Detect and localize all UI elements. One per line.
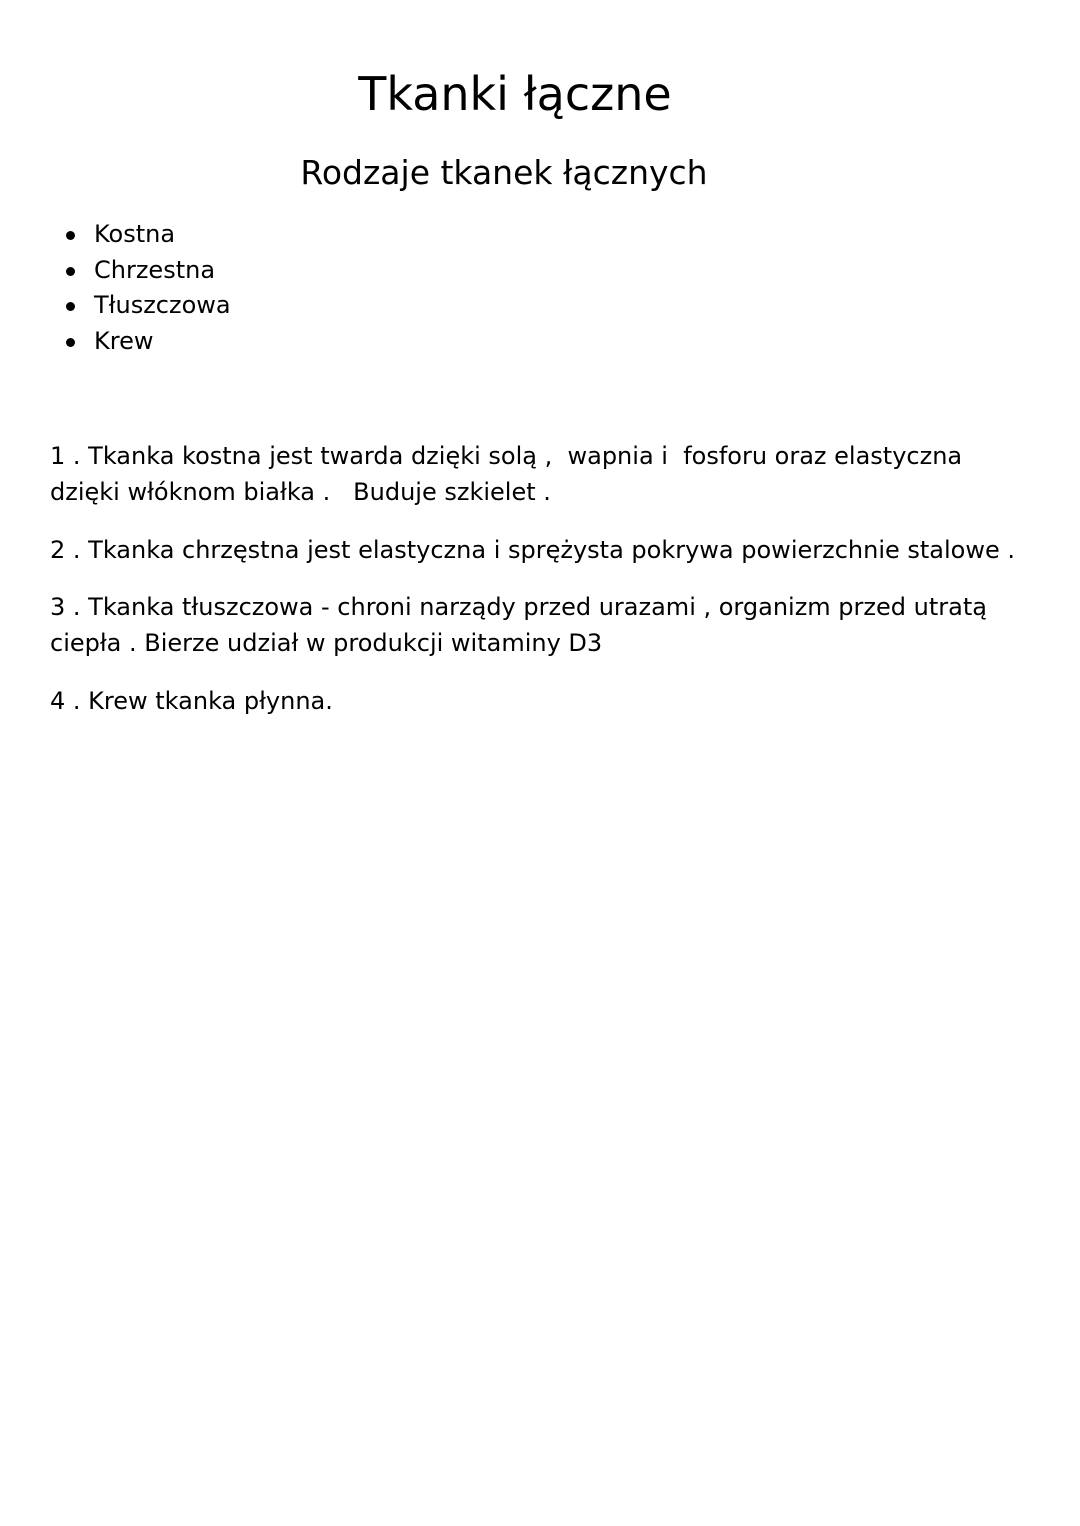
list-item-label: Kostna bbox=[94, 220, 176, 248]
list-item-label: Tłuszczowa bbox=[94, 291, 231, 319]
list-item-label: Krew bbox=[94, 326, 154, 355]
bullet-icon bbox=[66, 302, 75, 311]
page-title: Tkanki łączne bbox=[358, 67, 672, 121]
paragraph-blood: 4 . Krew tkanka płynna. bbox=[50, 687, 333, 715]
tissue-types-list bbox=[94, 217, 231, 359]
paragraph-bone-tissue: 1 . Tkanka kostna jest twarda dzięki solą , wapnia i fosforu oraz elastyczna dzięki włóknom białka . Buduje szkielet . bbox=[50, 442, 970, 506]
list-item-label: Chrzestna bbox=[94, 255, 216, 284]
bullet-icon bbox=[66, 338, 75, 347]
list-item bbox=[94, 217, 231, 253]
paragraph-adipose-tissue: 3 . Tkanka tłuszczowa - chroni narządy przed urazami , organizm przed utratą ciepła . Bierze udział w produkcji witaminy D3 bbox=[50, 593, 995, 657]
page-subtitle: Rodzaje tkanek łącznych bbox=[300, 153, 708, 192]
list-item bbox=[94, 324, 231, 360]
list-item bbox=[94, 288, 231, 324]
bullet-icon bbox=[66, 267, 75, 276]
bullet-icon bbox=[66, 231, 75, 240]
paragraph-cartilage-tissue: 2 . Tkanka chrzęstna jest elastyczna i sprężysta pokrywa powierzchnie stalowe . bbox=[50, 536, 1016, 564]
list-item bbox=[94, 253, 231, 289]
